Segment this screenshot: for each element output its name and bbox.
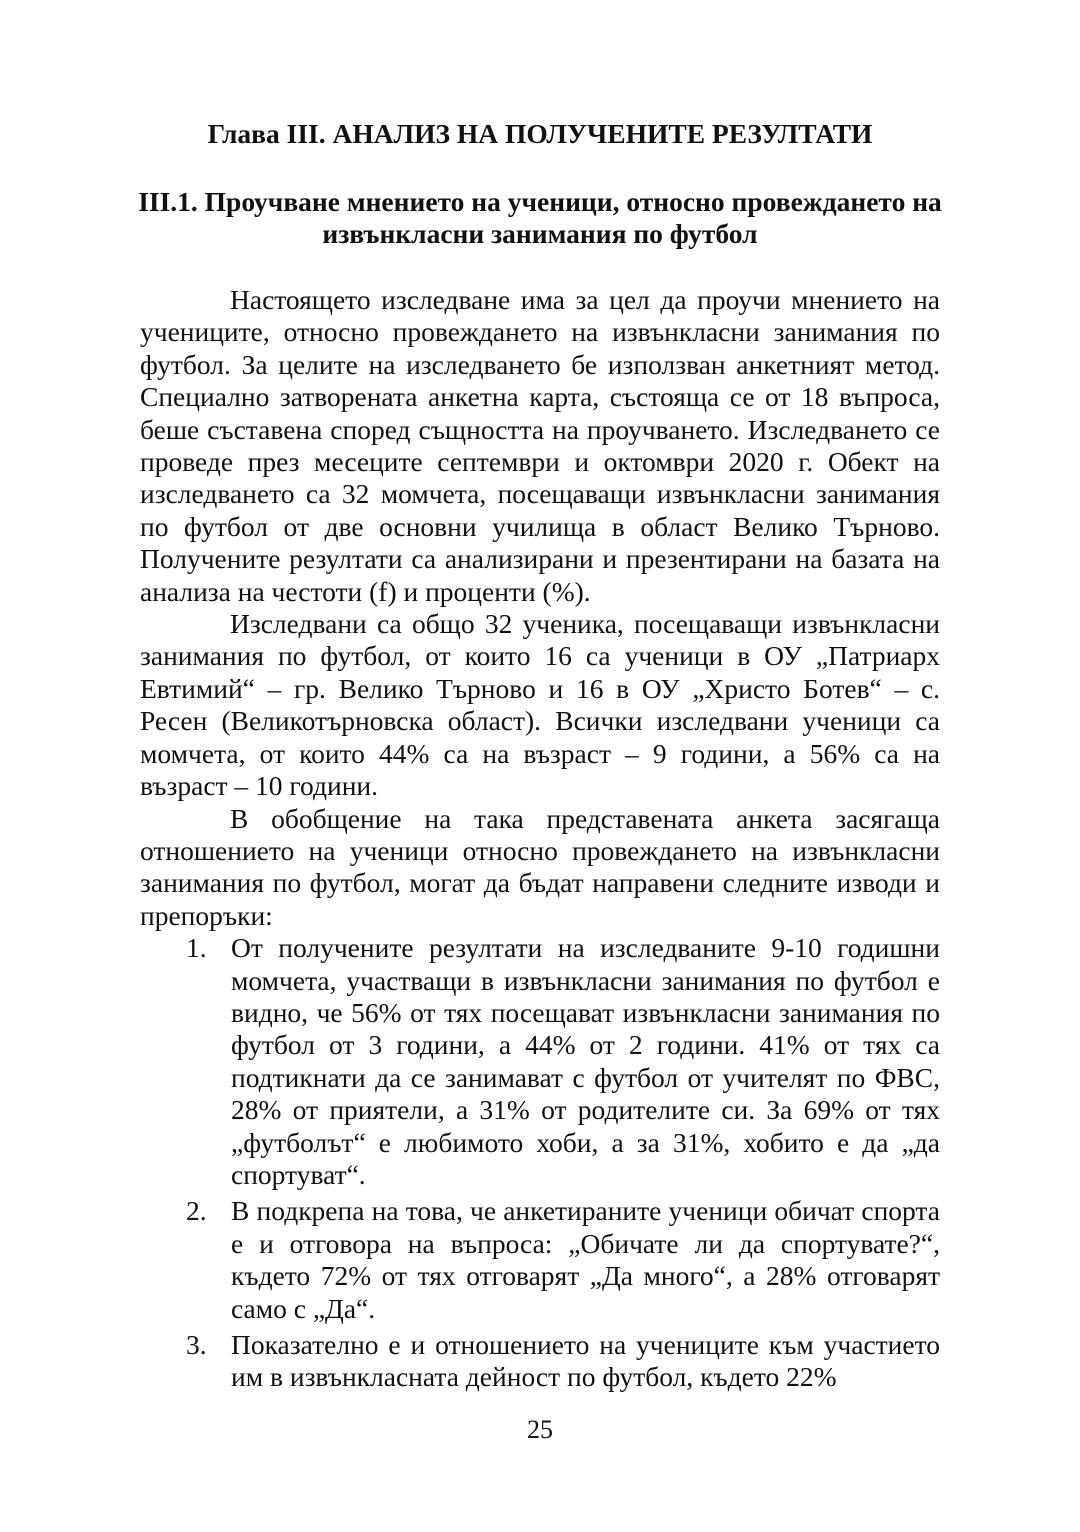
conclusion-item bbox=[140, 932, 940, 1191]
chapter-title: Глава III. АНАЛИЗ НА ПОЛУЧЕНИТЕ РЕЗУЛТАТИ bbox=[207, 118, 873, 149]
conclusions-list bbox=[140, 932, 940, 1394]
conclusion-text: В подкрепа на това, че анкетираните ученици обичат спорта е и отговора на въпроса: „Обичате ли да спортувате?“, където 72% от тях отговарят „Да много“, а 28% отговарят само с „Да“. bbox=[231, 1195, 940, 1324]
conclusion-text: От получените резултати на изследваните 9-10 годишни момчета, участващи в извънкласни занимания по футбол е видно, че 56% от тях посещават извънкласни занимания по футбол от 3 години, а 44% от 2 години. 41% от тях са подтикнати да се занимават с футбол от учителят по ФВС, 28% от приятели, а 31% от родителите си. За 69% от тях „футболът“ е любимото хоби, а за 31%, хобито е да „да спортуват“. bbox=[231, 932, 940, 1190]
conclusion-number: 2. bbox=[186, 1195, 207, 1227]
conclusion-item bbox=[140, 1329, 940, 1394]
paragraph-introduction: Настоящето изследване има за цел да проучи мнението на учениците, относно провеждането на извънкласни занимания по футбол. За целите на изследването бе използван анкетният метод. Специално затворената анкетна карта, състояща се от 18 въпроса, беше съставена според същността на проучването. Изследването се проведе през месеците септември и октомври 2020 г. Обект на изследването са 32 момчета, посещаващи извънкласни занимания по футбол от две основни училища в област Велико Търново. Получените резултати са анализирани и презентирани на базата на анализа на честоти (f) и проценти (%). bbox=[140, 284, 940, 607]
paragraph-participants: Изследвани са общо 32 ученика, посещаващи извънкласни занимания по футбол, от които 16 са ученици в ОУ „Патриарх Евтимий“ – гр. Велико Търново и 16 в ОУ „Христо Ботев“ – с. Ресен (Великотърновска област). Всички изследвани ученици са момчета, от които 44% са на възраст – 9 години, а 56% са на възраст – 10 години. bbox=[140, 608, 940, 802]
conclusion-number: 1. bbox=[186, 932, 207, 964]
conclusion-number: 3. bbox=[186, 1329, 207, 1360]
page-number: 25 bbox=[527, 1415, 553, 1444]
section-title: III.1. Проучване мнението на ученици, относно провеждането на извънкласни занимания по футбол bbox=[138, 186, 942, 249]
body-text bbox=[140, 284, 940, 1394]
conclusion-item bbox=[140, 1195, 940, 1325]
conclusion-text: Показателно е и отношението на учениците към участието им в извънкласната дейност по футбол, където 22% bbox=[231, 1329, 940, 1393]
paragraph-summary: В обобщение на така представената анкета засягаща отношението на ученици относно провеждането на извънкласни занимания по футбол, могат да бъдат направени следните изводи и препоръки: bbox=[140, 802, 940, 931]
